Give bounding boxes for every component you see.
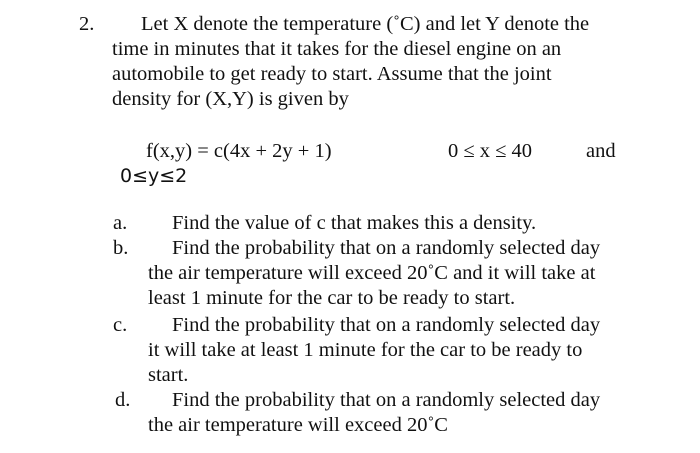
part-b-line-1: Find the probability that on a randomly selected day [172, 237, 601, 259]
part-c-label: c. [113, 314, 128, 336]
part-a-line-1: Find the value of c that makes this a density. [172, 212, 537, 234]
part-a-label: a. [113, 212, 128, 234]
intro-line-1: Let X denote the temperature (˚C) and let Y denote the [141, 13, 590, 35]
part-b-line-2: the air temperature will exceed 20˚C and it will take at [148, 262, 596, 284]
problem-number: 2. [79, 13, 95, 35]
part-c-line-2: it will take at least 1 minute for the car to be ready to [148, 339, 583, 361]
intro-line-2: time in minutes that it takes for the diesel engine on an [112, 38, 562, 60]
part-d-line-2: the air temperature will exceed 20˚C [148, 414, 448, 436]
intro-line-4: density for (X,Y) is given by [112, 88, 349, 110]
part-c-line-1: Find the probability that on a randomly selected day [172, 314, 601, 336]
part-d-line-1: Find the probability that on a randomly selected day [172, 389, 601, 411]
range-conjunction: and [586, 140, 616, 162]
x-range: 0 ≤ x ≤ 40 [448, 140, 533, 162]
part-d-label: d. [115, 389, 131, 411]
part-b-line-3: least 1 minute for the car to be ready to start. [148, 287, 516, 309]
y-range: 0≤y≤2 [120, 165, 188, 187]
density-formula: f(x,y) = c(4x + 2y + 1) [146, 140, 332, 162]
part-b-label: b. [113, 237, 129, 259]
part-c-line-3: start. [148, 364, 189, 386]
intro-line-3: automobile to get ready to start. Assume that the joint [112, 63, 552, 85]
